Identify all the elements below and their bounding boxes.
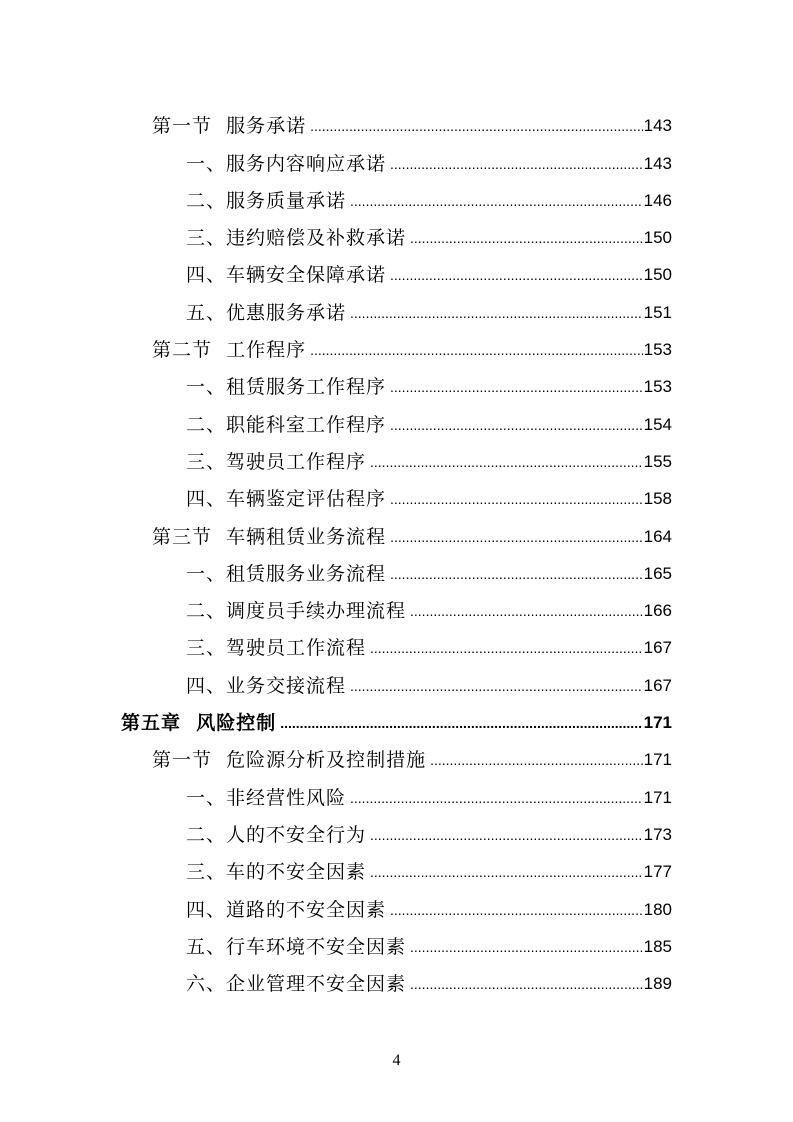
toc-entry-label: 四、业务交接流程 [186, 674, 347, 697]
toc-entry[interactable] [0, 811, 672, 848]
toc-entry-page: 167 [643, 675, 672, 695]
toc-entry-label: 第三节 车辆租赁业务流程 [152, 525, 387, 548]
toc-entry-label: 三、驾驶员工作流程 [186, 637, 367, 660]
toc-dot-leader [280, 713, 642, 733]
toc-dot-leader [370, 452, 643, 472]
toc-entry-label: 第一节 危险源分析及控制措施 [152, 749, 427, 772]
toc-entry-label: 四、道路的不安全因素 [186, 898, 387, 921]
toc-entry-label: 一、非经营性风险 [186, 786, 347, 809]
toc-dot-leader [410, 601, 643, 621]
toc-entry[interactable] [0, 512, 672, 549]
toc-entry[interactable] [0, 102, 672, 139]
toc-entry-label: 一、租赁服务工作程序 [186, 376, 387, 399]
toc-entry-page: 153 [643, 340, 672, 360]
toc-entry[interactable] [0, 773, 672, 810]
toc-entry[interactable] [0, 885, 672, 922]
toc-entry-page: 171 [643, 713, 672, 733]
toc-dot-leader [430, 750, 643, 770]
toc-entry-label: 四、车辆安全保障承诺 [186, 264, 387, 287]
toc-entry-page: 171 [643, 750, 672, 770]
toc-entry-label: 三、驾驶员工作程序 [186, 450, 367, 473]
toc-entry-page: 150 [643, 228, 672, 248]
toc-dot-leader [350, 676, 643, 696]
toc-entry[interactable] [0, 363, 672, 400]
toc-entry[interactable] [0, 960, 672, 997]
page-number: 4 [392, 1052, 401, 1069]
toc-entry-label: 第二节 工作程序 [152, 339, 307, 362]
toc-entry[interactable] [0, 326, 672, 363]
toc-entry[interactable] [0, 400, 672, 437]
toc-dot-leader [390, 527, 643, 547]
toc-dot-leader [390, 489, 643, 509]
toc-entry[interactable] [0, 214, 672, 251]
toc-dot-leader [350, 303, 643, 323]
toc-entry-label: 三、车的不安全因素 [186, 861, 367, 884]
toc-entry-label: 五、行车环境不安全因素 [186, 935, 407, 958]
toc-entry[interactable] [0, 251, 672, 288]
toc-entry-label: 第五章 风险控制 [121, 712, 277, 735]
toc-entry[interactable] [0, 139, 672, 176]
toc-entry[interactable] [0, 624, 672, 661]
toc-entry-page: 180 [643, 899, 672, 919]
toc-entry[interactable] [0, 288, 672, 325]
toc-entry-page: 143 [643, 116, 672, 136]
toc-entry-page: 173 [643, 824, 672, 844]
toc-dot-leader [410, 228, 643, 248]
toc-dot-leader [310, 116, 643, 136]
toc-entry-page: 155 [643, 451, 672, 471]
toc-entry-page: 153 [643, 377, 672, 397]
toc-entry-label: 六、企业管理不安全因素 [186, 973, 407, 996]
toc-entry-page: 165 [643, 563, 672, 583]
toc-entry-page: 150 [643, 265, 672, 285]
toc-dot-leader [390, 377, 643, 397]
toc-entry-label: 三、违约赔偿及补救承诺 [186, 227, 407, 250]
toc-dot-leader [350, 191, 643, 211]
toc-entry-page: 143 [643, 153, 672, 173]
toc-entry-label: 第一节 服务承诺 [152, 115, 307, 138]
toc-entry-page: 189 [643, 974, 672, 994]
toc-entry[interactable] [0, 475, 672, 512]
toc-dot-leader [310, 340, 643, 360]
toc-dot-leader [390, 564, 643, 584]
toc-entry-label: 一、服务内容响应承诺 [186, 152, 387, 175]
toc-entry-page: 151 [643, 302, 672, 322]
toc-chapter-entry[interactable] [0, 699, 672, 736]
toc-entry-label: 五、优惠服务承诺 [186, 301, 347, 324]
toc-entry[interactable] [0, 661, 672, 698]
table-of-contents [0, 102, 793, 997]
toc-entry-page: 185 [643, 936, 672, 956]
toc-dot-leader [350, 788, 643, 808]
toc-dot-leader [410, 974, 643, 994]
toc-dot-leader [390, 154, 643, 174]
toc-entry[interactable] [0, 587, 672, 624]
toc-dot-leader [370, 638, 643, 658]
toc-dot-leader [390, 900, 643, 920]
toc-entry-page: 154 [643, 414, 672, 434]
toc-dot-leader [410, 937, 643, 957]
toc-entry-label: 二、调度员手续办理流程 [186, 600, 407, 623]
toc-entry[interactable] [0, 923, 672, 960]
toc-dot-leader [390, 415, 643, 435]
toc-entry-label: 二、人的不安全行为 [186, 823, 367, 846]
toc-entry[interactable] [0, 438, 672, 475]
toc-entry-page: 167 [643, 638, 672, 658]
toc-entry[interactable] [0, 550, 672, 587]
toc-entry-page: 166 [643, 601, 672, 621]
toc-entry-label: 二、服务质量承诺 [186, 189, 347, 212]
toc-entry[interactable] [0, 177, 672, 214]
toc-entry-page: 164 [643, 526, 672, 546]
toc-entry[interactable] [0, 736, 672, 773]
toc-dot-leader [390, 265, 643, 285]
toc-entry-label: 一、租赁服务业务流程 [186, 562, 387, 585]
toc-entry-page: 146 [643, 190, 672, 210]
toc-dot-leader [370, 825, 643, 845]
toc-entry-page: 171 [643, 787, 672, 807]
toc-entry-label: 二、职能科室工作程序 [186, 413, 387, 436]
toc-entry-page: 158 [643, 489, 672, 509]
toc-entry-page: 177 [643, 862, 672, 882]
toc-entry[interactable] [0, 848, 672, 885]
toc-dot-leader [370, 862, 643, 882]
toc-entry-label: 四、车辆鉴定评估程序 [186, 488, 387, 511]
